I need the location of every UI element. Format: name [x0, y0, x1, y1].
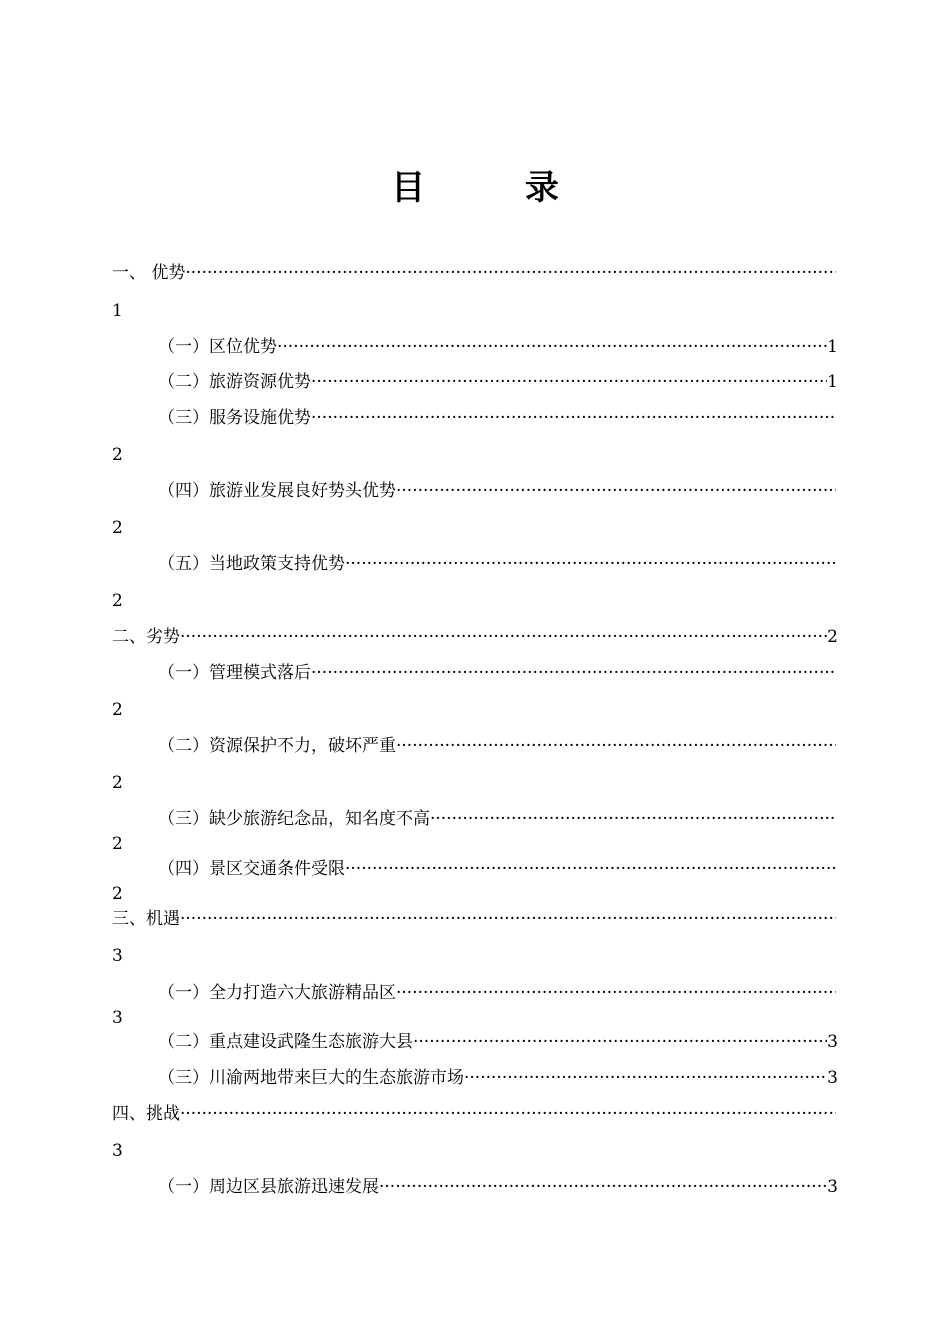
- toc-entry-page: 2: [112, 445, 123, 465]
- toc-entry-page: 2: [112, 884, 123, 904]
- toc-entry-page: 2: [827, 627, 838, 647]
- toc-entry-text: （二）重点建设武隆生态旅游大县: [158, 1032, 413, 1052]
- toc-leader-dots: [413, 1031, 827, 1053]
- toc-entry-text: 一、 优势: [112, 263, 186, 283]
- toc-entry[interactable]: [158, 735, 836, 757]
- toc-leader-dots: [345, 553, 836, 575]
- toc-entry-page: 2: [112, 773, 123, 793]
- toc-entry[interactable]: [158, 1031, 838, 1053]
- toc-entry-page: 1: [827, 372, 838, 392]
- toc-entry[interactable]: [158, 808, 836, 830]
- toc-entry-page: 2: [112, 834, 123, 854]
- toc-leader-dots: [185, 262, 836, 284]
- toc-entry-text: （三）服务设施优势: [158, 408, 311, 428]
- toc-leader-dots: [311, 662, 836, 684]
- toc-leader-dots: [311, 371, 827, 393]
- toc-entry[interactable]: [158, 407, 836, 429]
- toc-entry-page: 2: [112, 518, 123, 538]
- toc-entry-page: 3: [112, 946, 123, 966]
- toc-entry[interactable]: [158, 1176, 838, 1198]
- toc-entry[interactable]: [112, 262, 836, 284]
- toc-entry-text: （一）全力打造六大旅游精品区: [158, 983, 396, 1003]
- toc-entry[interactable]: [158, 480, 836, 502]
- toc-entry[interactable]: [112, 908, 836, 930]
- toc-entry-text: （四）旅游业发展良好势头优势: [158, 481, 396, 501]
- toc-entry[interactable]: [158, 553, 836, 575]
- toc-entry-page: 1: [112, 301, 123, 321]
- toc-entry-text: （五）当地政策支持优势: [158, 554, 345, 574]
- toc-entry-page: 3: [827, 1177, 838, 1197]
- toc-entry-text: （三）川渝两地带来巨大的生态旅游市场: [158, 1068, 464, 1088]
- toc-entry[interactable]: [158, 982, 836, 1004]
- toc-entry-page: 3: [827, 1068, 838, 1088]
- toc-entry-text: （二）资源保护不力，破坏严重: [158, 736, 396, 756]
- toc-leader-dots: [180, 1103, 836, 1125]
- toc-entry[interactable]: [112, 626, 838, 648]
- toc-leader-dots: [180, 908, 836, 930]
- toc-leader-dots: [430, 808, 836, 830]
- toc-entry-text: 三、机遇: [112, 909, 180, 929]
- toc-entry[interactable]: [158, 336, 838, 358]
- toc-entry[interactable]: [158, 858, 836, 880]
- toc-leader-dots: [396, 735, 836, 757]
- toc-entry-text: （二）旅游资源优势: [158, 372, 311, 392]
- toc-entry[interactable]: [158, 1067, 838, 1089]
- toc-leader-dots: [345, 858, 836, 880]
- toc-entry-text: （四）景区交通条件受限: [158, 859, 345, 879]
- toc-entry-text: （一）周边区县旅游迅速发展: [158, 1177, 379, 1197]
- toc-entry-text: 二、劣势: [112, 627, 180, 647]
- toc-leader-dots: [180, 626, 827, 648]
- toc-entry-text: （一）区位优势: [158, 337, 277, 357]
- toc-entry[interactable]: [158, 662, 836, 684]
- toc-entry-page: 2: [112, 700, 123, 720]
- toc-leader-dots: [311, 407, 836, 429]
- toc-leader-dots: [379, 1176, 827, 1198]
- toc-leader-dots: [396, 982, 836, 1004]
- toc-entry-text: 四、挑战: [112, 1104, 180, 1124]
- toc-entry-page: 2: [112, 591, 123, 611]
- toc-leader-dots: [464, 1067, 827, 1089]
- toc-entry[interactable]: [112, 1103, 836, 1125]
- page-title: 目 录: [391, 168, 603, 208]
- toc-entry[interactable]: [158, 371, 838, 393]
- toc-entry-page: 1: [827, 337, 838, 357]
- toc-leader-dots: [277, 336, 827, 358]
- toc-entry-page: 3: [112, 1141, 123, 1161]
- toc-entry-page: 3: [112, 1008, 123, 1028]
- toc-leader-dots: [396, 480, 836, 502]
- toc-entry-text: （三）缺少旅游纪念品，知名度不高: [158, 809, 430, 829]
- toc-entry-page: 3: [827, 1032, 838, 1052]
- toc-entry-text: （一）管理模式落后: [158, 663, 311, 683]
